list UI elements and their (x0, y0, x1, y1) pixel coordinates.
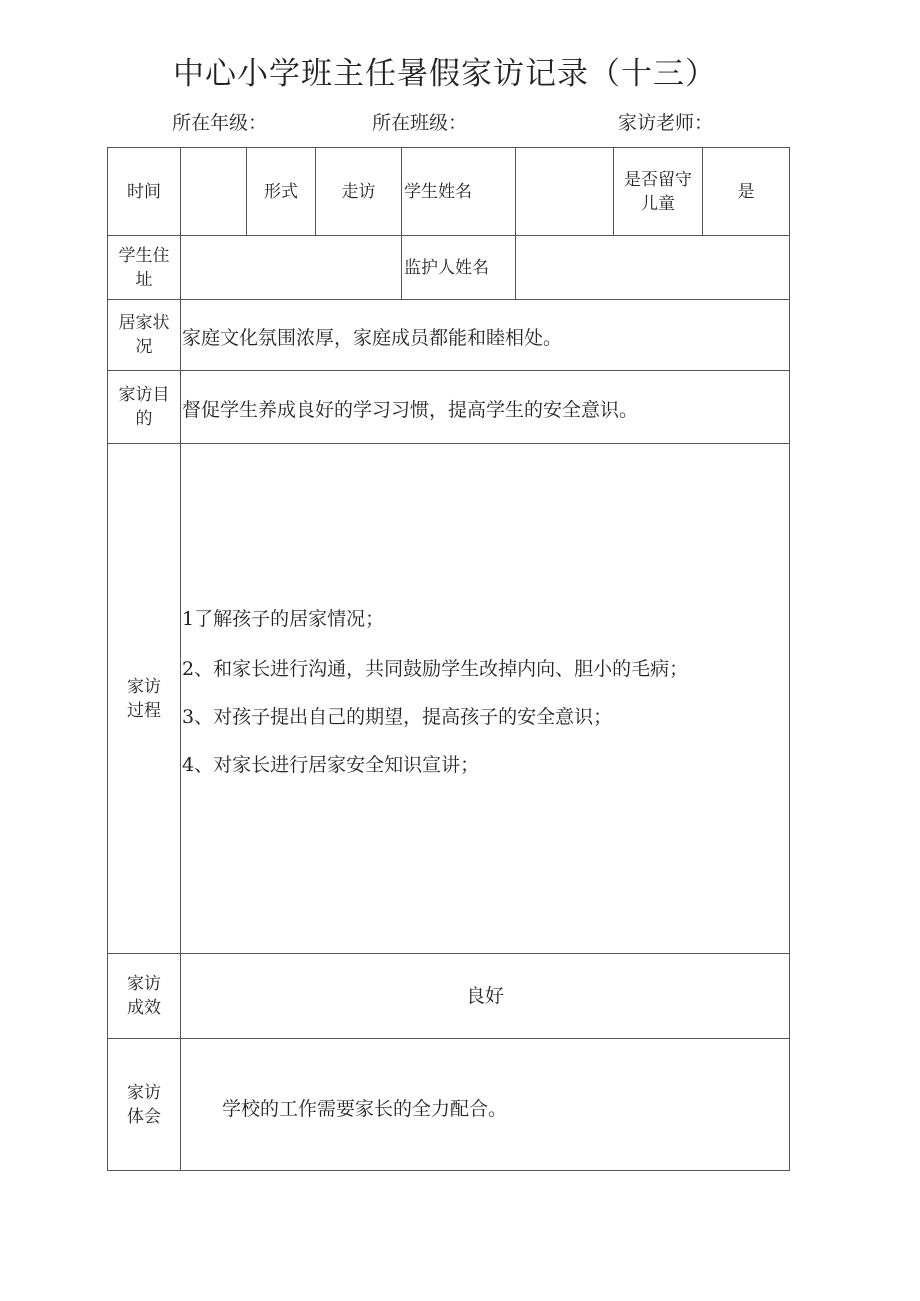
guardian-field[interactable] (516, 236, 789, 299)
column-divider (613, 147, 614, 235)
class-label: 所在班级： (372, 112, 468, 134)
time-label: 时间 (127, 181, 161, 202)
purpose-text: 督促学生养成良好的学习习惯，提高学生的安全意识。 (182, 399, 639, 421)
effect-text: 良好 (465, 985, 504, 1007)
process-item-1: 1了解孩子的居家情况； (182, 608, 385, 630)
row-divider (107, 1038, 790, 1039)
effect-label: 家访成效 (127, 974, 161, 1018)
student-name-label: 学生姓名 (404, 181, 472, 202)
reflection-label: 家访体会 (127, 1083, 161, 1127)
left-behind-value: 是 (737, 181, 755, 202)
reflection-text: 学校的工作需要家长的全力配合。 (222, 1098, 508, 1120)
page-title: 中心小学班主任暑假家访记录（十三） (173, 56, 717, 92)
teacher-label: 家访老师： (618, 112, 714, 134)
process-item-4: 4、对家长进行居家安全知识宣讲； (182, 754, 480, 776)
row-divider (107, 299, 790, 300)
grade-label: 所在年级： (172, 112, 268, 134)
process-label: 家访过程 (127, 676, 161, 721)
guardian-label: 监护人姓名 (404, 257, 489, 278)
home-status-label: 居家状况 (118, 313, 170, 357)
purpose-label: 家访目的 (118, 385, 170, 429)
left-behind-label: 是否留守儿童 (624, 169, 692, 214)
row-divider (107, 370, 790, 371)
form-value: 走访 (341, 181, 376, 202)
home-status-text: 家庭文化氛围浓厚，家庭成员都能和睦相处。 (182, 327, 563, 349)
process-item-2: 2、和家长进行沟通，共同鼓励学生改掉内向、胆小的毛病； (182, 658, 689, 680)
time-field[interactable] (181, 148, 246, 235)
form-label: 形式 (264, 181, 298, 202)
student-name-field[interactable] (516, 148, 613, 235)
address-field[interactable] (181, 236, 401, 299)
process-item-3: 3、对孩子提出自己的期望，提高孩子的安全意识； (182, 706, 613, 728)
address-label: 学生住址 (118, 245, 170, 290)
row-divider (107, 443, 790, 444)
